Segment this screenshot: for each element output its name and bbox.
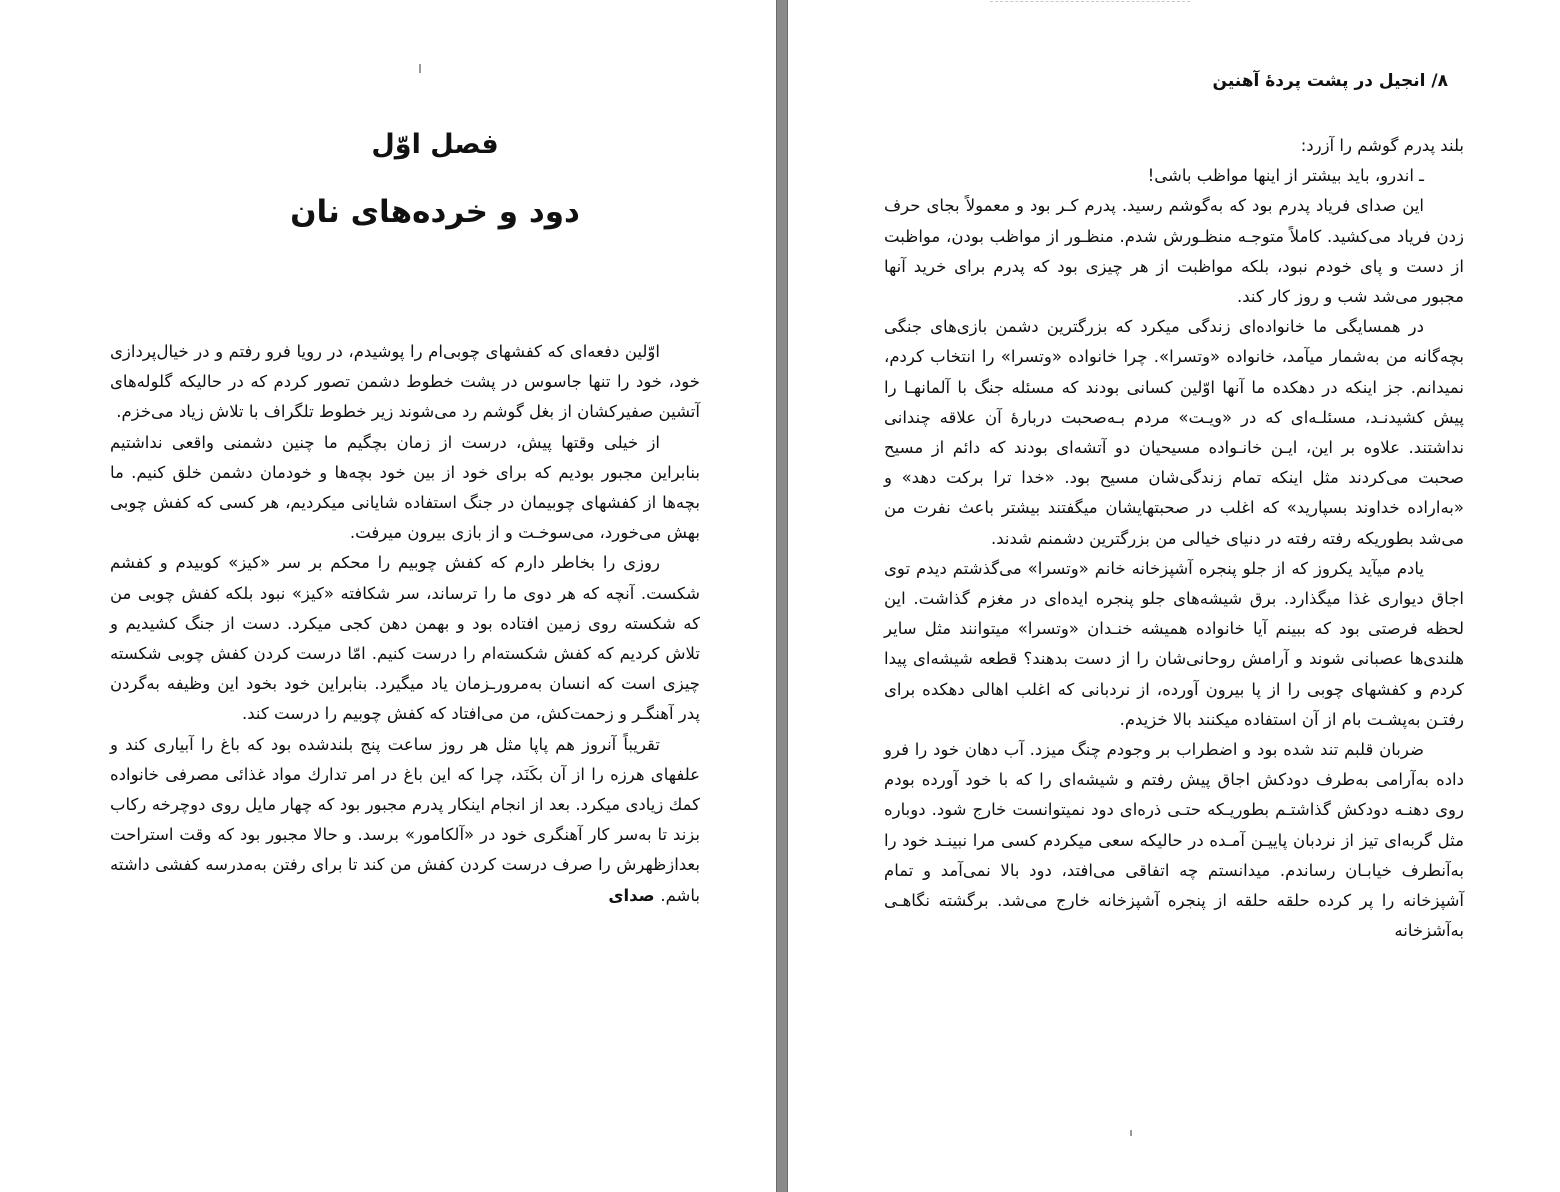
paragraph: در همسایگی ما خانواده‌ای زندگی میکرد که بزرگترین دشمن بازی‌های جنگی بچه‌گانه من به‌شمار میآمد، خانواده «وتسرا». چرا خانواده «وتسرا» را انتخاب کردم، نمیدانم. جز اینکه در دهکده ما آنها اوّلین کسانی بودند که مسئله جنگ با آلمانهـا را پیش کشیدنـد، مسئلـه‌ای که در «ویـت» مردم بـه‌صحبت دربارهٔ آن علاقه چندانی نداشتند. علاوه بر این، ایـن خانـواده مسیحیان دو آتشه‌ای بودند که دائم از مسیح صحبت می‌کردند مثل اینکه تمام زندگی‌شان مسیح بود. «خدا ترا برکت دهد» و «به‌اراده خداوند بسپارید» که اغلب در صحبتهایشان میگفتند بیشتر باعث نفرت من می‌شد بطوریکه رفته رفته در دنیای خیالی من بزرگترین دشمنم شدند. — [884, 317, 1464, 548]
paragraph: بلند پدرم گوشم را آزرد: — [1300, 136, 1464, 155]
running-head: ۸/ انجیل در پشت پردهٔ آهنین — [1212, 71, 1448, 91]
continued-word: صدای — [608, 885, 661, 905]
right-page-body — [884, 131, 1464, 946]
chapter-title: دود و خرده‌های نان — [290, 194, 580, 230]
chapter-label: فصل اوّل — [371, 129, 499, 160]
paragraph: روزی را بخاطر دارم که کفش چوبیم را محکم بر سر «کیز» کوبیدم و کفشم شکست. آنچه که هر دوی ما را ترساند، سر شکافته «کیز» نبود بلکه کفش چوبی من که شکسته روی زمین افتاده بود و بهمن دهن کجی میکرد. دست از جنگ کشیدیم و تلاش کردیم که کفش شکسته‌ام را درست کنیم. امّا درست کردن کفش چوبی شکسته چیزی است که انسان به‌مرور‌ـزمان یاد میگیرد. بنابراین خود بخود این وظیفه به‌گردن پدر آهنگـر و زحمت‌کش، من می‌افتاد که کفش چوبیم را درست کند. — [110, 553, 700, 724]
paragraph: این صدای فریاد پدرم بود که به‌گوشم رسید. پدرم کـر بود و معمولاً بجای حرف زدن فریاد می‌کشید. کاملاً متوجـه منظـورش شدم. منظـور از مواظب بودن، مواظبت از دست و پای خودم نبود، بلکه مواظبت از هر چیزی بود که پدرم برای خرید آنها مجبور می‌شد شب و روز کار کند. — [884, 196, 1464, 307]
left-page-body — [110, 337, 700, 911]
scan-speck — [1130, 1130, 1132, 1136]
paragraph: از خیلی وقتها پیش، درست از زمان بچگیم ما چنین دشمنی واقعی نداشتیم بنابراین مجبور بودیم که برای خود از بین خود بچه‌ها و خودمان دشمن خلق کنیم. ما بچه‌ها از کفشهای چوبیمان در جنگ استفاده شایانی میکردیم، هر کسی که کفش چوبی بهش می‌خورد، می‌سوخـت و از بازی بیرون میرفت. — [110, 432, 700, 543]
paragraph: ـ اندرو، باید بیشتر از اینها مواظب باشی! — [1147, 166, 1424, 186]
paragraph: ضربان قلبم تند شده بود و اضطراب بر وجودم چنگ میزد. آب دهان خود را فرو داده به‌آرامی به‌طرف دودکش اجاق پیش رفتم و شیشه‌ای را که با خود آورده بودم روی دهنـه دودکش گذاشتـم بطوریـکه حتـی ذره‌ای دود نمیتوانست خارج شود. دوباره مثل گربه‌ای تیز از نردبان پاییـن آمـده در حالیکه سعی میکردم کسی مرا نبینـد خود را به‌آنطرف خیابـان رساندم. میدانستم چه اتفاقی می‌افتد، دود بالا نمی‌آمد و تمام آشپزخانه را پر کرده حلقه حلقه از پنجره آشپزخانه خارج می‌شد. برگشته نگاهـی به‌آشزخانه — [884, 740, 1464, 941]
paragraph: اوّلین دفعه‌ای که کفشهای چوبی‌ام را پوشیدم، در رویا فرو رفتم و در خیال‌پردازی خود، خود را تنها جاسوس در پشت خطوط دشمن تصور کردم که در حالیکه گلوله‌های آتشین صفیرکشان از بغل گوشم رد می‌شوند زیر خطوط تلگراف با تلاش زیاد می‌خزم. — [110, 342, 700, 422]
paragraph: یادم میآید یکروز که از جلو پنجره آشپزخانه خانم «وتسرا» می‌گذشتم دیدم توی اجاق دیواری غذا میگذارد. برق شیشه‌های جلو پنجره ایده‌ای در مغزم گذاشت. این لحظه فرصتی بود که ببینم آیا خانواده همیشه خنـدان «وتسرا» میتوانند مثل سایر هلندی‌ها عصبانی شوند و آرامش روحانی‌شان را از دست بدهند؟ قطعه شیشه‌ای پیدا کردم و کفشهای چوبی را از پا بیرون آورده، از نردبانی که اغلب اهالی دهکده برای رفتـن به‌پشـت بام از آن استفاده میکنند بالا خزیدم. — [884, 558, 1464, 729]
scan-speck — [419, 64, 421, 73]
left-page — [0, 0, 776, 1192]
paragraph — [110, 730, 700, 911]
paragraph-text: تقریباً آنروز هم پاپا مثل هر روز ساعت پنج بلندشده بود که باغ را آبیاری کند و علفهای هرزه را از آن بکَنَد، چرا که این باغ در امر تدارك مواد غذائی مصرفی خانواده کمك زیادی میکرد. بعد از انجام اینکار پدرم مجبور بود که چهار مایل روی دوچرخه رکاب بزند تا به‌سر کار آهنگری خود در «آلکامور» برسد. و حالا مجبور بود که وقت استراحت بعدازظهرش را صرف درست کردن کفش من کند تا برای رفتن به‌مدرسه کفشی داشته باشم. — [110, 734, 700, 905]
